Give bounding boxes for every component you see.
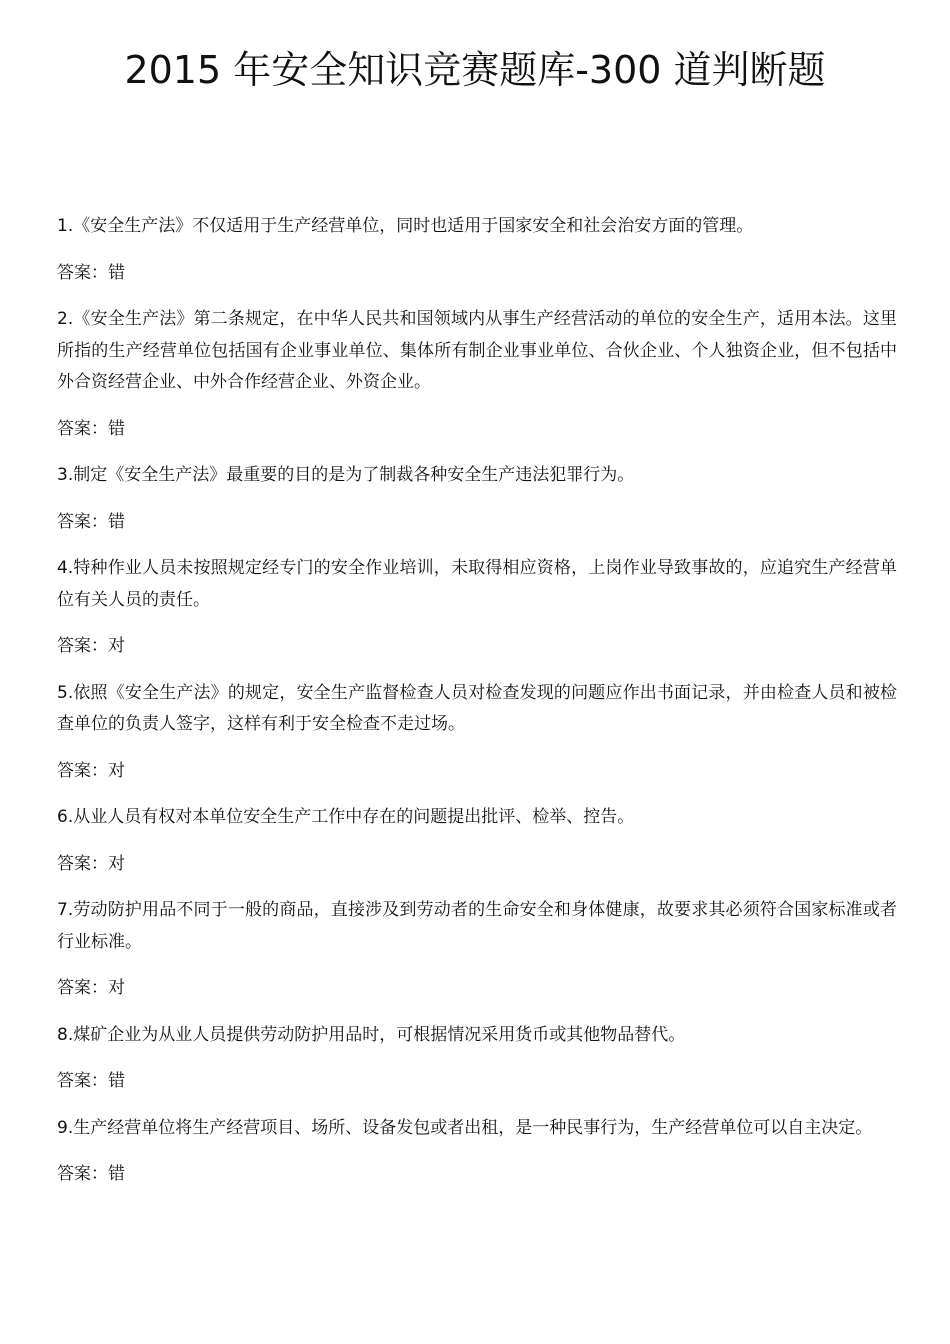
question-text: 7.劳动防护用品不同于一般的商品，直接涉及到劳动者的生命安全和身体健康，故要求其必须符合国家标准或者行业标准。 [57, 900, 897, 952]
question-text: 4.特种作业人员未按照规定经专门的安全作业培训，未取得相应资格，上岗作业导致事故的，应追究生产经营单位有关人员的责任。 [57, 558, 897, 610]
document-title: 2015 年安全知识竞赛题库-300 道判断题 [124, 48, 826, 92]
answer-text: 答案：对 [57, 978, 125, 998]
question-item [57, 304, 897, 445]
question-text: 9.生产经营单位将生产经营项目、场所、设备发包或者出租，是一种民事行为，生产经营单位可以自主决定。 [57, 1117, 873, 1138]
answer-text: 答案：错 [57, 418, 125, 439]
answer-text: 答案：对 [57, 760, 125, 781]
question-text: 6.从业人员有权对本单位安全生产工作中存在的问题提出批评、检举、控告。 [57, 807, 635, 827]
question-list [57, 211, 897, 1206]
question-text: 2.《安全生产法》第二条规定，在中华人民共和国领域内从事生产经营活动的单位的安全生产，适用本法。这里所指的生产经营单位包括国有企业事业单位、集体所有制企业事业单位、合伙企业、个人独资企业，但不包括中外合资经营企业、中外合作经营企业、外资企业。 [57, 309, 897, 392]
answer-text: 答案：错 [57, 262, 125, 283]
answer-text: 答案：错 [57, 511, 125, 532]
question-item [57, 1020, 897, 1098]
question-item [57, 802, 897, 880]
question-item [57, 678, 897, 788]
answer-text: 答案：错 [57, 1071, 125, 1091]
question-item [57, 460, 897, 538]
question-item [57, 553, 897, 663]
question-item [57, 895, 897, 1005]
answer-text: 答案：错 [57, 1164, 125, 1184]
question-text: 8.煤矿企业为从业人员提供劳动防护用品时，可根据情况采用货币或其他物品替代。 [57, 1024, 686, 1045]
question-text: 5.依照《安全生产法》的规定，安全生产监督检查人员对检查发现的问题应作出书面记录，并由检查人员和被检查单位的负责人签字，这样有利于安全检查不走过场。 [57, 682, 897, 734]
answer-text: 答案：对 [57, 853, 125, 874]
answer-text: 答案：对 [57, 636, 125, 656]
question-text: 3.制定《安全生产法》最重要的目的是为了制裁各种安全生产违法犯罪行为。 [57, 465, 635, 485]
question-item [57, 1113, 897, 1191]
question-text: 1.《安全生产法》不仅适用于生产经营单位，同时也适用于国家安全和社会治安方面的管理。 [57, 216, 754, 236]
question-item [57, 211, 897, 289]
